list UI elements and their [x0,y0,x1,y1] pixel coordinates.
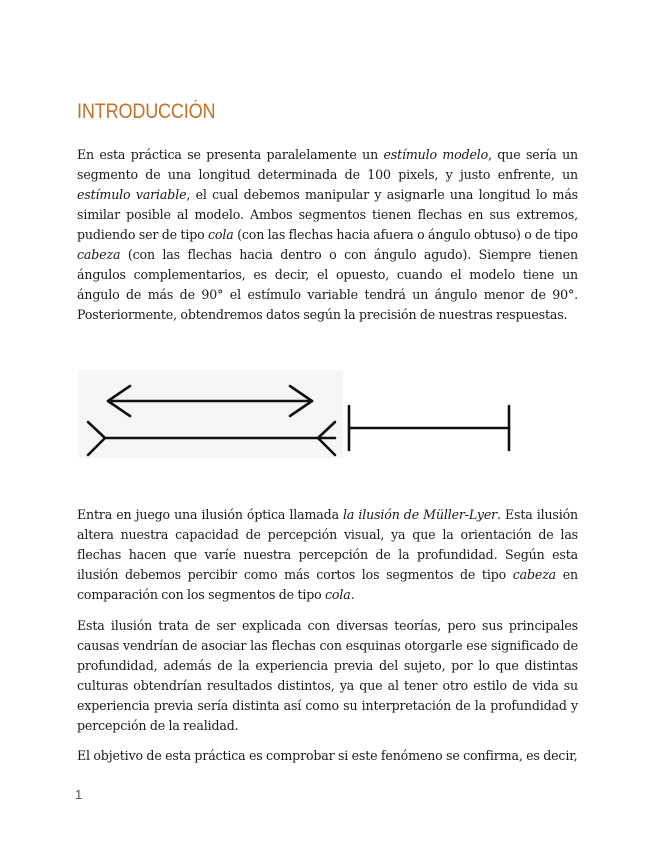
paragraph-theories: Esta ilusión trata de ser explicada con diversas teorías, pero sus principales causas vendrían de asociar las flechas con esquinas otorgarle ese significado de profundidad, además de la experiencia previa del sujeto, por lo que distintas culturas obtendrían resultados distintos, ya que al tener otro estilo de vida su experiencia previa sería distinta así como su interpretación de la profundidad y percepción de la realidad. [77,618,578,733]
page-number: 1 [75,787,83,802]
paragraph-intro: En esta práctica se presenta paralelamente un estímulo modelo, que sería un segmento de una longitud determinada de 100 pixels, y justo enfrente, un estímulo variable, el cual debemos manipular y asignarle una longitud lo más similar posible al modelo. Ambos segmentos tienen flechas en sus extremos, pudiendo ser de tipo cola (con las flechas hacia afuera o ángulo obtuso) o de tipo cabeza (con las flechas hacia dentro o con ángulo agudo). Siempre tienen ángulos complementarios, es decir, el opuesto, cuando el modelo tiene un ángulo de más de 90° el estímulo variable tendrá un ángulo menor de 90°. Posteriormente, obtendremos datos según la precisión de nuestras respuestas. [77,147,578,322]
section-heading: INTRODUCCIÓN [77,100,216,123]
italic-term: estímulo modelo [383,147,489,162]
italic-term: cola [208,227,234,242]
italic-term: cola [325,587,351,602]
italic-term: cabeza [77,247,121,262]
italic-term: estímulo variable [77,187,187,202]
arrow-segment-cabeza [108,386,312,416]
arrow-segment-cola [88,422,335,455]
paragraph-illusion: Entra en juego una ilusión óptica llamada la ilusión de Müller-Lyer. Esta ilusión altera nuestra capacidad de percepción visual, ya que la orientación de las flechas hacen que varíe nuestra percepción de la profundidad. Según esta ilusión debemos percibir como más cortos los segmentos de tipo cabeza en comparación con los segmentos de tipo cola. [77,507,578,602]
italic-term: la ilusión de Müller-Lyer [343,507,497,522]
italic-term: cabeza [512,567,557,582]
plain-segment [349,406,509,450]
paragraph-objective: El objetivo de esta práctica es comprobar si este fenómeno se confirma, es decir, [77,748,578,763]
